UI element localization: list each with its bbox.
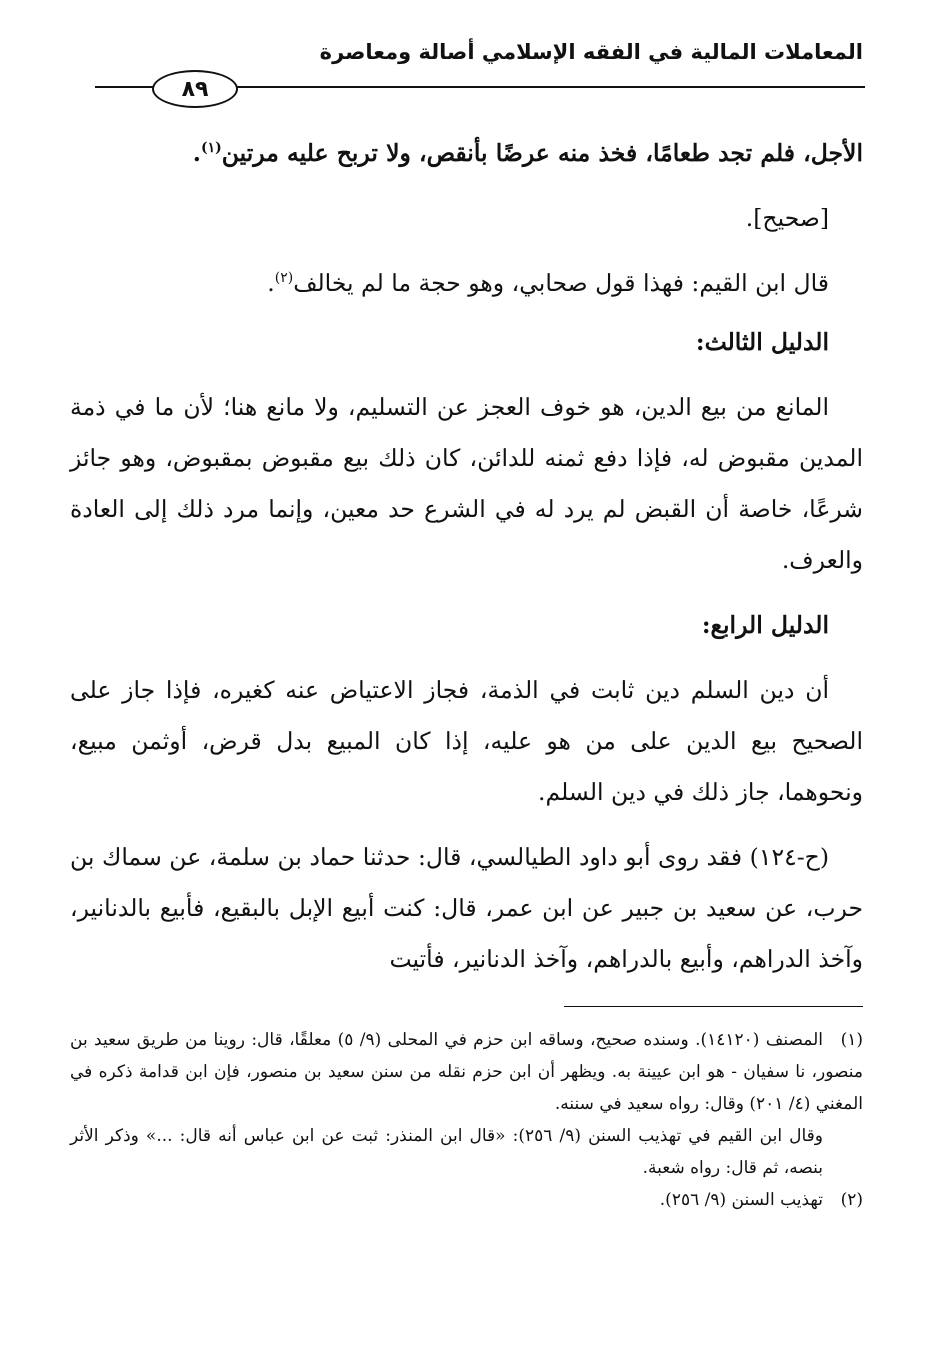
- grade-label: [صحيح].: [745, 204, 829, 232]
- footnote-ref-1: (١): [200, 140, 222, 157]
- heading-third-evidence: الدليل الثالث:: [695, 328, 829, 356]
- running-title: المعاملات المالية في الفقه الإسلامي أصالة ومعاصرة: [319, 40, 863, 64]
- page-number: [152, 70, 238, 108]
- paragraph-ibn-qayyim: [70, 258, 863, 309]
- footnote-1: [70, 1024, 863, 1120]
- p2-end: .: [267, 269, 275, 297]
- heading-fourth-evidence: الدليل الرابع:: [701, 611, 829, 639]
- paragraph-fourth-evidence: أن دين السلم دين ثابت في الذمة، فجاز الاعتياض عنه كغيره، فإذا جاز على الصحيح بيع الدين على من هو عليه، إذا كان المبيع بدل قرض، أوثمن مبيع، ونحوهما، جاز ذلك في دين السلم.: [70, 676, 863, 806]
- footnote-2-number: (٢): [840, 1190, 863, 1210]
- paragraph-hadith-ending: [70, 128, 863, 179]
- footnote-1-text: المصنف (١٤١٢٠). وسنده صحيح، وساقه ابن حزم في المحلى (٩/ ٥) معلقًا، قال: روينا من طريق سعيد بن منصور، نا سفيان - هو ابن عيينة به. ويظهر أن ابن حزم نقله من سنن سعيد بن منصور، فإن ابن قدامة ذكره في المغني (٤/ ٢٠١) وقال: رواه سعيد في سننه.: [70, 1030, 863, 1114]
- paragraph-third-evidence: المانع من بيع الدين، هو خوف العجز عن التسليم، ولا مانع هنا؛ لأن ما في ذمة المدين مقبوض له، فإذا دفع ثمنه للدائن، كان ذلك بيع مقبوض بمقبوض، وهو جائز شرعًا، خاصة أن القبض لم يرد له في الشرع حد معين، وإنما مرد ذلك إلى العادة والعرف.: [70, 393, 863, 574]
- main-text: [70, 128, 863, 985]
- paragraph-hadith-124: (ح-١٢٤) فقد روى أبو داود الطيالسي، قال: حدثنا حماد بن سلمة، عن سماك بن حرب، عن سعيد بن جبير عن ابن عمر، قال: كنت أبيع الإبل بالبقيع، فأبيع بالدنانير، وآخذ الدراهم، وأبيع بالدراهم، وآخذ الدنانير، فأتيت: [70, 843, 863, 973]
- footnotes: [70, 1024, 863, 1216]
- p2-text: قال ابن القيم: فهذا قول صحابي، وهو حجة ما لم يخالف: [293, 269, 829, 297]
- p1-text: الأجل، فلم تجد طعامًا، فخذ منه عرضًا بأنقص، ولا تربح عليه مرتين: [221, 139, 863, 167]
- footnote-1-number: (١): [840, 1030, 863, 1050]
- p1-end: .: [192, 139, 201, 167]
- footnote-2-text: تهذيب السنن (٩/ ٢٥٦).: [659, 1190, 823, 1210]
- footnote-2: [70, 1184, 863, 1216]
- page-number-text: ٨٩: [181, 76, 209, 102]
- footnote-1-continuation: وقال ابن القيم في تهذيب السنن (٩/ ٢٥٦): «قال ابن المنذر: ثبت عن ابن عباس أنه قال: ...» وذكر الأثر بنصه، ثم قال: رواه شعبة.: [70, 1126, 823, 1178]
- footnote-separator: [564, 1006, 863, 1007]
- footnote-ref-2: (٢): [274, 270, 294, 287]
